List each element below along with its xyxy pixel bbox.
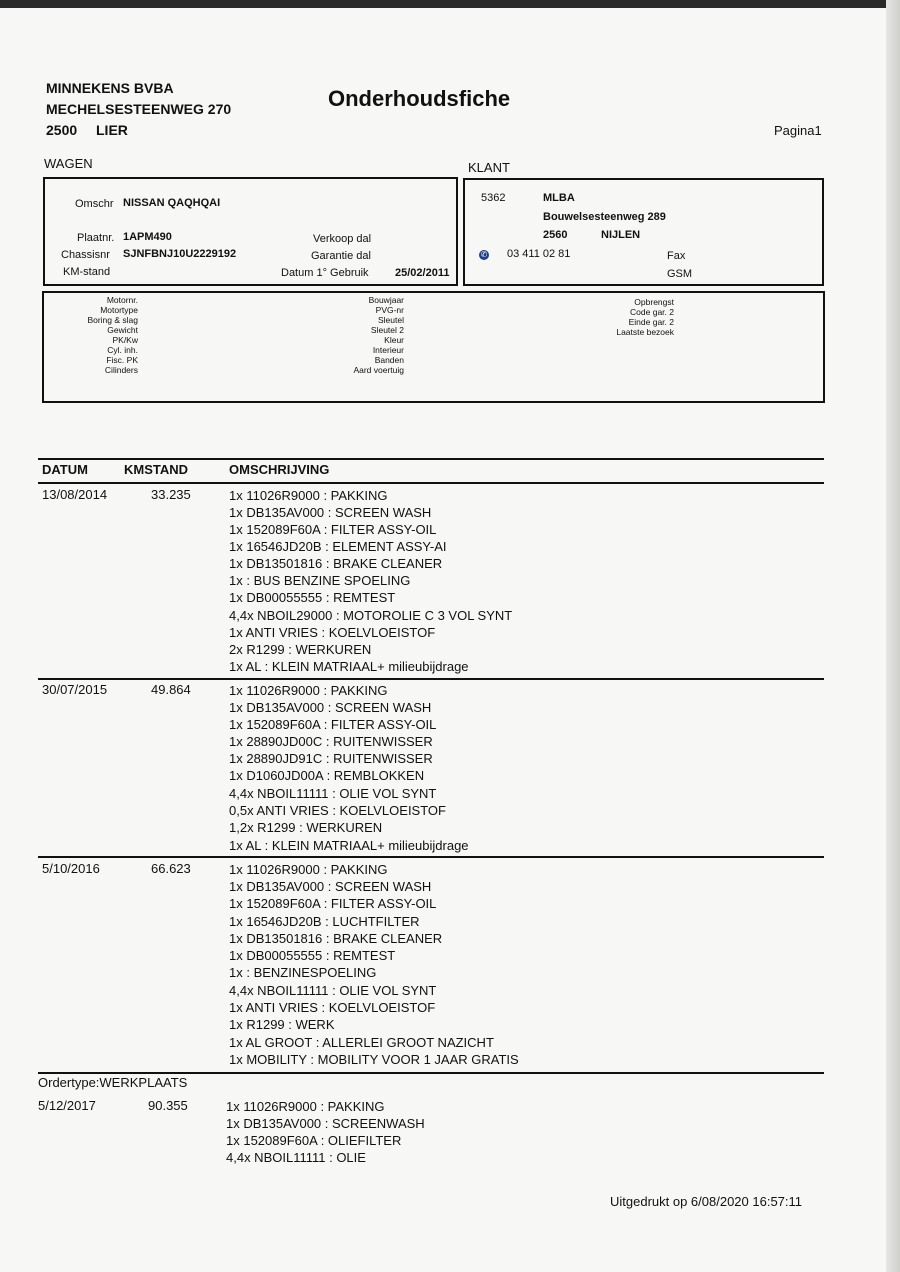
company-name: MINNEKENS BVBA — [46, 80, 174, 96]
detail-label: Interieur — [372, 345, 404, 355]
klant-telefoon: 03 411 02 81 — [507, 248, 571, 260]
entry-item: 1x 152089F60A : FILTER ASSY-OIL — [229, 896, 437, 911]
entry-separator — [38, 856, 824, 858]
detail-label: PK/Kw — [112, 335, 138, 345]
chassisnr-value: SJNFBNJ10U2229192 — [123, 248, 237, 260]
plaatnr-value: 1APM490 — [123, 231, 172, 243]
details-col3 — [604, 297, 674, 337]
entry-km: 90.355 — [148, 1098, 188, 1113]
entry-item: 1x DB135AV000 : SCREEN WASH — [229, 505, 432, 520]
entry-item: 2x R1299 : WERKUREN — [229, 642, 372, 657]
datum-value: 25/02/2011 — [395, 267, 450, 279]
entry-item: 1x AL : KLEIN MATRIAAL+ milieubijdrage — [229, 838, 469, 853]
phone-icon: ✆ — [480, 250, 488, 259]
klant-gemeente: NIJLEN — [601, 229, 641, 241]
klant-straat: Bouwelsesteenweg 289 — [543, 211, 666, 223]
datum-label: Datum 1° Gebruik — [281, 267, 369, 279]
entry-item: 1x DB13501816 : BRAKE CLEANER — [229, 931, 443, 946]
verkoop-label: Verkoop dal — [313, 233, 372, 245]
wagen-heading: WAGEN — [44, 156, 93, 171]
entry-item: 1x : BENZINESPOELING — [229, 965, 377, 980]
klant-postcode: 2560 — [543, 229, 568, 241]
document-title: Onderhoudsfiche — [328, 86, 511, 111]
klant-box — [463, 178, 824, 286]
entry-item: 1x ANTI VRIES : KOELVLOEISTOF — [229, 1000, 436, 1015]
table-top-rule — [38, 458, 824, 460]
col-kmstand: KMSTAND — [124, 462, 189, 477]
detail-label: PVG-nr — [375, 305, 404, 315]
entry-km: 33.235 — [151, 487, 191, 502]
detail-label: Aard voertuig — [353, 365, 404, 375]
detail-label: Opbrengst — [634, 297, 674, 307]
entry-km: 66.623 — [151, 861, 191, 876]
entry-km: 49.864 — [151, 682, 191, 697]
chassisnr-label: Chassisnr — [61, 249, 110, 261]
entry-item: 4,4x NBOIL11111 : OLIE VOL SYNT — [229, 786, 437, 801]
omschr-label: Omschr — [75, 198, 114, 210]
klant-naam: MLBA — [543, 192, 575, 204]
col-datum: DATUM — [42, 462, 88, 477]
detail-label: Code gar. 2 — [630, 307, 674, 317]
details-col1 — [84, 295, 138, 375]
entry-item: 1x AL GROOT : ALLERLEI GROOT NAZICHT — [229, 1035, 494, 1050]
detail-label: Motornr. — [106, 295, 138, 305]
entry-item: 1x 11026R9000 : PAKKING — [229, 862, 388, 877]
entry-item: 1x DB13501816 : BRAKE CLEANER — [229, 556, 443, 571]
entry-item: 1x ANTI VRIES : KOELVLOEISTOF — [229, 625, 436, 640]
detail-label: Gewicht — [107, 325, 138, 335]
entry-item: 1x 152089F60A : FILTER ASSY-OIL — [229, 522, 437, 537]
entry-item: 1x : BUS BENZINE SPOELING — [229, 573, 411, 588]
entry-item: 1x D1060JD00A : REMBLOKKEN — [229, 768, 425, 783]
detail-label: Motortype — [100, 305, 138, 315]
detail-label: Sleutel 2 — [370, 325, 404, 335]
entry-item: 1,2x R1299 : WERKUREN — [229, 820, 383, 835]
entry-item: 0,5x ANTI VRIES : KOELVLOEISTOF — [229, 803, 446, 818]
entry-item: 1x DB135AV000 : SCREEN WASH — [229, 700, 432, 715]
entry-item: 1x 16546JD20B : ELEMENT ASSY-AI — [229, 539, 447, 554]
entry-item: 1x DB135AV000 : SCREENWASH — [226, 1116, 425, 1131]
entry-separator — [38, 678, 824, 680]
klant-heading: KLANT — [468, 160, 510, 175]
fax-label: Fax — [667, 250, 686, 262]
detail-label: Sleutel — [378, 315, 404, 325]
klant-nummer: 5362 — [481, 192, 506, 204]
entry-item: 1x 28890JD00C : RUITENWISSER — [229, 734, 433, 749]
entry-item: 1x 152089F60A : FILTER ASSY-OIL — [229, 717, 437, 732]
table-header-rule — [38, 482, 824, 484]
entry-item: 4,4x NBOIL11111 : OLIE — [226, 1150, 366, 1165]
detail-label: Kleur — [384, 335, 404, 345]
page-edge — [886, 0, 900, 1272]
print-timestamp: Uitgedrukt op 6/08/2020 16:57:11 — [610, 1194, 803, 1209]
entry-datum: 13/08/2014 — [42, 487, 108, 502]
company-street: MECHELSESTEENWEG 270 — [46, 101, 232, 117]
entry-datum: 30/07/2015 — [42, 682, 108, 697]
detail-label: Cyl. inh. — [107, 345, 138, 355]
entry-item: 4,4x NBOIL29000 : MOTOROLIE C 3 VOL SYNT — [229, 608, 513, 623]
detail-label: Boring & slag — [87, 315, 138, 325]
entry-datum: 5/10/2016 — [42, 861, 100, 876]
detail-label: Fisc. PK — [106, 355, 138, 365]
details-col2 — [334, 295, 404, 375]
detail-label: Laatste bezoek — [616, 327, 674, 337]
entry-item: 1x MOBILITY : MOBILITY VOOR 1 JAAR GRATIS — [229, 1052, 519, 1067]
garantie-label: Garantie dal — [311, 250, 371, 262]
entry-item: 1x DB135AV000 : SCREEN WASH — [229, 879, 432, 894]
gsm-label: GSM — [667, 268, 693, 280]
detail-label: Banden — [374, 355, 404, 365]
plaatnr-label: Plaatnr. — [77, 232, 115, 244]
entry-item: 4,4x NBOIL11111 : OLIE VOL SYNT — [229, 983, 437, 998]
page-number: Pagina1 — [774, 123, 822, 138]
details-box — [42, 291, 825, 403]
ordertype-label: Ordertype:WERKPLAATS — [38, 1075, 188, 1090]
company-postcode: 2500 — [46, 122, 78, 138]
wagen-box — [43, 177, 458, 286]
entry-item: 1x 11026R9000 : PAKKING — [229, 683, 388, 698]
entry-item: 1x R1299 : WERK — [229, 1017, 335, 1032]
entry-item: 1x 11026R9000 : PAKKING — [229, 488, 388, 503]
entry-item: 1x AL : KLEIN MATRIAAL+ milieubijdrage — [229, 659, 469, 674]
entry-separator — [38, 1072, 824, 1074]
detail-label: Einde gar. 2 — [628, 317, 674, 327]
entry-item: 1x 11026R9000 : PAKKING — [226, 1099, 385, 1114]
detail-label: Cilinders — [104, 365, 138, 375]
entry-item: 1x 16546JD20B : LUCHTFILTER — [229, 914, 420, 929]
entry-item: 1x DB00055555 : REMTEST — [229, 948, 396, 963]
entry-item: 1x 28890JD91C : RUITENWISSER — [229, 751, 433, 766]
entry-datum: 5/12/2017 — [38, 1098, 96, 1113]
col-omschrijving: OMSCHRIJVING — [229, 462, 330, 477]
company-city: LIER — [96, 122, 128, 138]
detail-label: Bouwjaar — [368, 295, 404, 305]
km-label: KM-stand — [63, 266, 111, 278]
entry-item: 1x 152089F60A : OLIEFILTER — [226, 1133, 402, 1148]
omschr-value: NISSAN QAQHQAI — [123, 197, 221, 209]
top-edge — [0, 0, 900, 8]
entry-item: 1x DB00055555 : REMTEST — [229, 590, 396, 605]
